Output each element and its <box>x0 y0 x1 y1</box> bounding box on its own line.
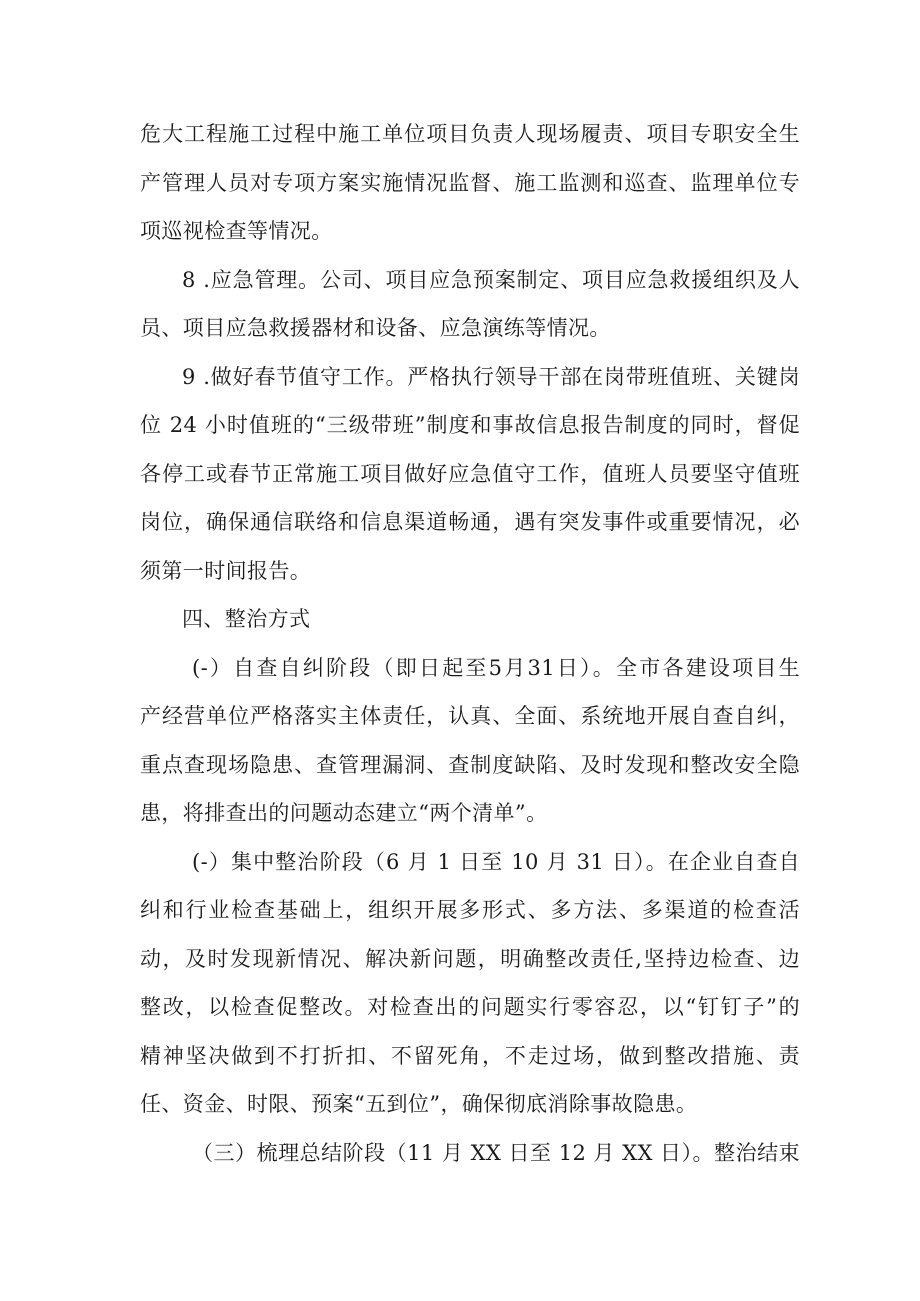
text-line-17: 纠和行业检查基础上，组织开展多形式、多方法、多渠道的检查活 <box>140 898 800 922</box>
text-line-15: 患，将排查出的问题动态建立“两个清单”。 <box>140 801 548 825</box>
text-line-2: 产管理人员对专项方案实施情况监督、施工监测和巡查、监理单位专 <box>140 170 800 195</box>
text-line-12: (-）自查自纠阶段（即日起至5月31日）。全市各建设项目生 <box>192 655 800 680</box>
text-line-18: 动，及时发现新情况、解决新问题，明确整改责任,坚持边检查、边 <box>140 946 800 971</box>
text-line-6: 9 .做好春节值守工作。严格执行领导干部在岗带班值班、关键岗 <box>182 364 800 389</box>
text-line-19: 整改，以检查促整改。对检查出的问题实行零容忍，以“钉钉子”的 <box>140 995 800 1019</box>
text-line-13: 产经营单位严格落实主体责任，认真、全面、系统地开展自查自纠， <box>140 704 800 728</box>
document-body <box>140 110 800 1177</box>
text-line-4: 8 .应急管理。公司、项目应急预案制定、项目应急救援组织及人 <box>182 267 800 292</box>
text-line-5: 员、项目应急救援器材和设备、应急演练等情况。 <box>140 316 611 340</box>
section-heading-4: 四、整治方式 <box>182 607 311 631</box>
text-line-14: 重点查现场隐患、查管理漏洞、查制度缺陷、及时发现和整改安全隐 <box>140 752 800 777</box>
text-line-1: 危大工程施工过程中施工单位项目负责人现场履责、项目专职安全生 <box>140 122 800 146</box>
text-line-20: 精神坚决做到不打折扣、不留死角，不走过场，做到整改措施、责 <box>140 1043 800 1068</box>
text-line-16: (-）集中整治阶段（6 月 1 日至 10 月 31 日）。在企业自查自 <box>192 849 800 874</box>
text-line-3: 项巡视检查等情况。 <box>140 219 333 243</box>
text-line-9: 岗位，确保通信联络和信息渠道畅通，遇有突发事件或重要情况，必 <box>140 510 800 534</box>
text-line-21: 任、资金、时限、预案“五到位”，确保彻底消除事故隐患。 <box>140 1092 698 1116</box>
text-line-22: （三）梳理总结阶段（11 月 XX 日至 12 月 XX 日）。整治结束 <box>192 1140 800 1165</box>
text-line-8: 各停工或春节正常施工项目做好应急值守工作，值班人员要坚守值班 <box>140 461 800 486</box>
text-line-7: 位 24 小时值班的“三级带班”制度和事故信息报告制度的同时，督促 <box>140 413 800 437</box>
text-line-10: 须第一时间报告。 <box>140 558 312 583</box>
